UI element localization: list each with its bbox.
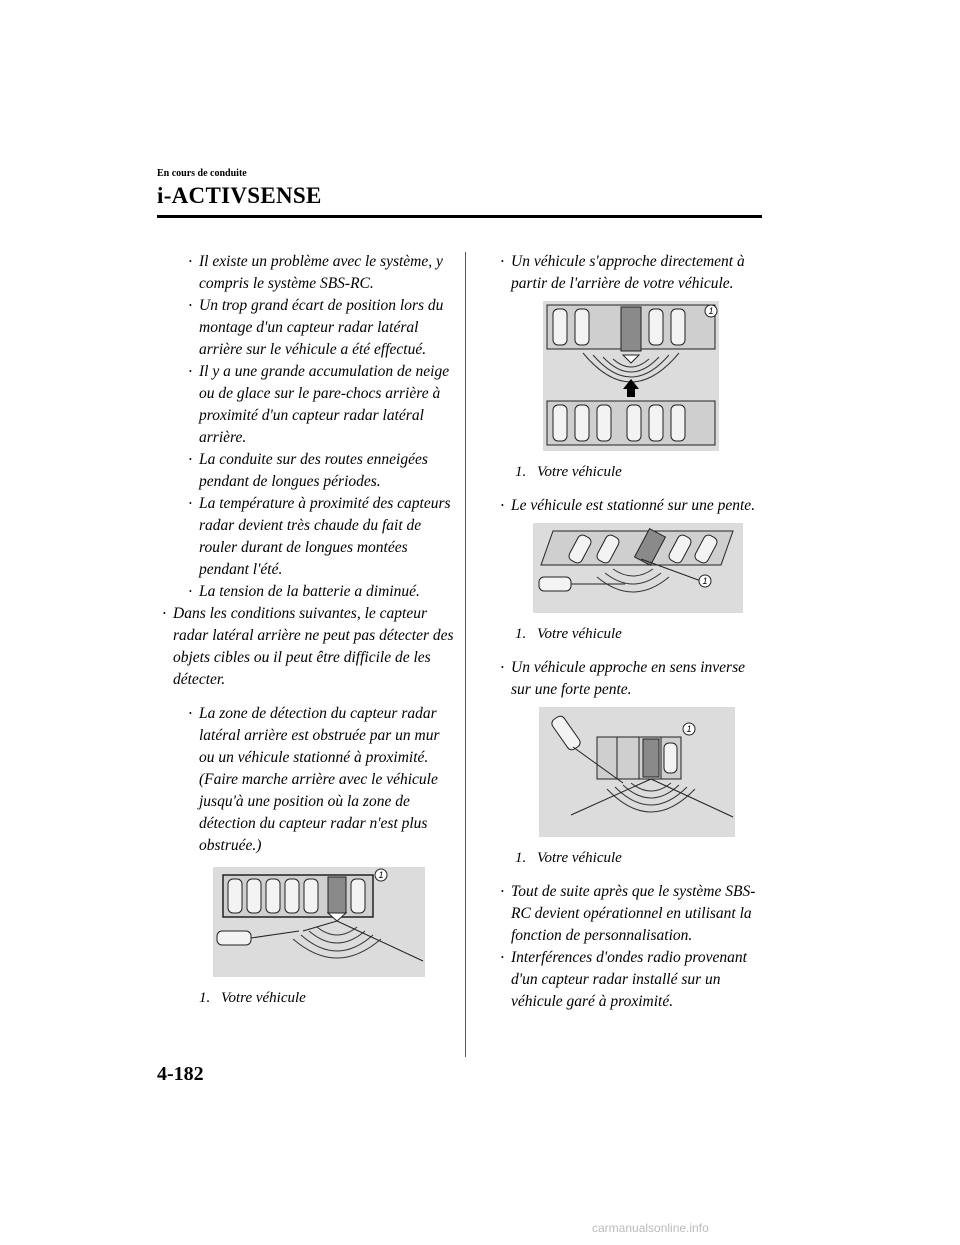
list-item: • Il y a une grande accumulation de neige ou de glace sur le pare-chocs arrière à proximité d'un capteur radar latéral arrière.: [157, 361, 457, 449]
caption-text: Votre véhicule: [537, 464, 622, 480]
caption-number: 1.: [515, 850, 527, 866]
right-column: [495, 251, 765, 1013]
figure-caption: [157, 987, 457, 1009]
list-item: • Un véhicule approche en sens inverse sur une forte pente.: [495, 657, 765, 701]
callout-number: 1: [702, 576, 708, 586]
caption-text: Votre véhicule: [221, 990, 306, 1006]
list-item: • La température à proximité des capteurs radar devient très chaude du fait de rouler durant de longues montées pendant l'été.: [157, 493, 457, 581]
page-number: 4-182: [157, 1063, 204, 1085]
list-item: • Dans les conditions suivantes, le capteur radar latéral arrière ne peut pas détecter des objets cibles ou il peut être difficile de les détecter.: [157, 603, 457, 691]
page-title: i-ACTIVSENSE: [157, 183, 322, 208]
figure-caption: [495, 847, 765, 869]
callout-number: 1: [686, 724, 692, 734]
list-item: • Un trop grand écart de position lors du montage d'un capteur radar latéral arrière sur le véhicule a été effectué.: [157, 295, 457, 361]
column-divider: [465, 252, 466, 1057]
callout-number: 1: [708, 306, 714, 316]
figure-caption: [495, 623, 765, 645]
approach-from-rear-illustration: [543, 301, 719, 451]
steep-slope-illustration: [539, 707, 735, 837]
callout-number: 1: [378, 870, 384, 880]
figure-caption: [495, 461, 765, 483]
caption-text: Votre véhicule: [537, 626, 622, 642]
footer-watermark: carmanualsonline.info: [592, 1221, 709, 1235]
header-rule: [157, 215, 762, 218]
list-item: • La conduite sur des routes enneigées pendant de longues périodes.: [157, 449, 457, 493]
list-item: • Tout de suite après que le système SBS-RC devient opérationnel en utilisant la fonction de personnalisation.: [495, 881, 765, 947]
wall-obstruction-illustration: [213, 867, 425, 977]
slope-parking-illustration: [533, 523, 743, 613]
caption-text: Votre véhicule: [537, 850, 622, 866]
section-label: En cours de conduite: [157, 168, 247, 179]
list-item: • Il existe un problème avec le système, y compris le système SBS-RC.: [157, 251, 457, 295]
caption-number: 1.: [515, 626, 527, 642]
list-item: • La zone de détection du capteur radar latéral arrière est obstruée par un mur ou un véhicule stationné à proximité. (Faire marche arrière avec le véhicule jusqu'à une position où la zone de détection du capteur radar n'est plus obstruée.): [157, 703, 457, 857]
list-item: • Le véhicule est stationné sur une pente.: [495, 495, 765, 517]
list-item: • Interférences d'ondes radio provenant d'un capteur radar installé sur un véhicule garé à proximité.: [495, 947, 765, 1013]
left-column: [157, 251, 457, 1009]
caption-number: 1.: [199, 990, 211, 1006]
caption-number: 1.: [515, 464, 527, 480]
list-item: • Un véhicule s'approche directement à partir de l'arrière de votre véhicule.: [495, 251, 765, 295]
list-item: • La tension de la batterie a diminué.: [157, 581, 457, 603]
